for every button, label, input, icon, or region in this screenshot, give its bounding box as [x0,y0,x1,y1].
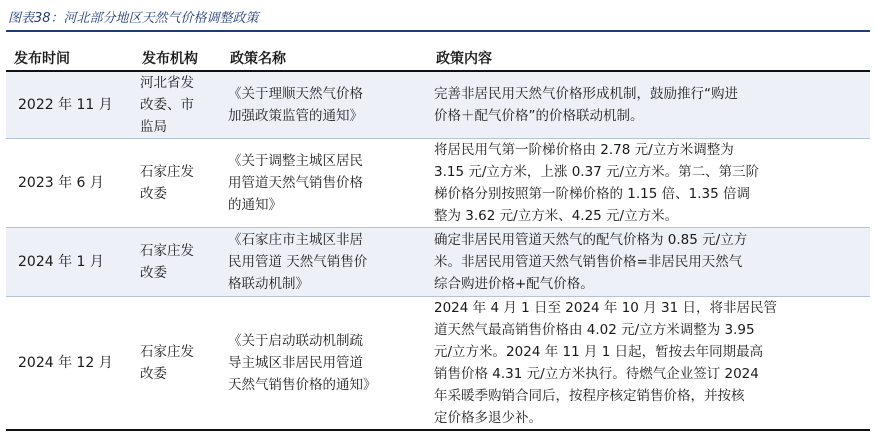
row-policy-content: 2024 年 4 月 1 日至 2024 年 10 月 31 日，将非居民管 道天然气最高销售价格由 4.02 元/立方米调整为 3.95 元/立方米。2024 年 11 月 1 日起，暂按去年同期最高 销售价格 4.31 元/立方米执行。待燃气企业签订 2024 年采暖季购销合同后，按程序核定销售价格，并按核 定价格多退少补。 [428,297,870,431]
row-policy-content: 将居民用气第一阶梯价格由 2.78 元/立方米调整为 3.15 元/立方米，上涨 0.37 元/立方米。第二、第三阶 梯价格分别按照第一阶梯价格的 1.15 倍、1.35 倍调 整为 3.62 元/立方米、4.25 元/立方米。 [428,139,870,228]
row-policy-name: 《石家庄市主城区非居 民用管道 天然气销售价 格联动机制》 [222,228,428,297]
table-row [6,71,870,139]
row-org: 石家庄发 改委 [134,139,222,228]
table-row [6,139,870,228]
row-policy-name: 《关于调整主城区居民 用管道天然气销售价格 的通知》 [222,139,428,228]
row-policy-content: 确定非居民用管道天然气的配气价格为 0.85 元/立方 米。非居民用管道天然气销售价格=非居民用天然气 综合购进价格+配气价格。 [428,228,870,297]
row-date: 2023 年 6 月 [6,139,134,228]
row-policy-name: 《关于启动联动机制疏 导主城区非居民用管道 天然气销售价格的通知》 [222,297,428,431]
table-row [6,297,870,431]
row-org: 河北省发 改委、市 监局 [134,71,222,139]
row-date: 2022 年 11 月 [6,71,134,139]
row-date: 2024 年 1 月 [6,228,134,297]
header-name: 政策名称 [222,45,428,71]
row-org: 石家庄发 改委 [134,297,222,431]
row-date: 2024 年 12 月 [6,297,134,431]
table-row [6,228,870,297]
figure-caption: 图表38：河北部分地区天然气价格调整政策 [6,6,870,32]
row-policy-name: 《关于理顺天然气价格 加强政策监管的通知》 [222,71,428,139]
row-policy-content: 完善非居民用天然气价格形成机制，鼓励推行“购进 价格＋配气价格”的价格联动机制。 [428,71,870,139]
header-row [6,45,870,71]
policy-table [6,45,870,431]
header-date: 发布时间 [6,45,134,71]
row-org: 石家庄发 改委 [134,228,222,297]
header-content: 政策内容 [428,45,870,71]
header-org: 发布机构 [134,45,222,71]
